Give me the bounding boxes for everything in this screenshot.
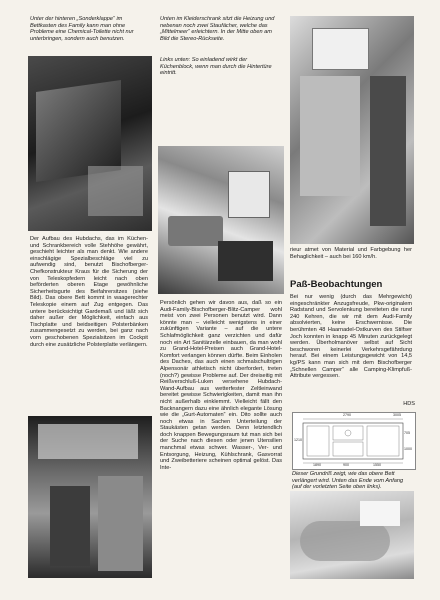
photo-wardrobe-heating <box>290 16 414 244</box>
section-heading: Paß-Beobachtungen <box>290 279 383 290</box>
caption-floor-plan: Dieser Grundriß zeigt, wie das obere Bett verlängert wird. Unten das Ende vom Anfang (auf der vorletzten Seite oben links). <box>292 471 404 491</box>
plan-dimension: 1550 <box>373 463 381 467</box>
plan-dimension: 2790 <box>343 413 351 417</box>
plan-dimension: 1210 <box>294 438 302 442</box>
col2-body: Persönlich gehen wir davon aus, daß so ein Audi-Family-Bischofberger-Blitz-Camper wohl meist von zwei Personen benutzt wird. Dann könnte man – vielleicht wenigstens in einer zukünftigen Variante – auf die untere Schlafmöglichkeit ganz verzichten und dafür noch ein Art Sanitärzelle einbauen, da man wohl zu Grand-Hotel-Preisen auch Grand-Hotel-Komfort verlangen können dürfte. Beim Einholen des Daches, das auch einen schmalschultrigen Alpensonär athletisch nicht überfordert, treten (noch?) gewisse Probleme auf. Der dreiseitig mit Reißverschluß-Luken versehene Hubdach-Wand-Aufbau aus wetterfester Zeltleinwand bereitet gewisse Schwierigkeiten, damit man ihn nicht außerhalb einklemmt. Vielleicht fällt den Backnangern dazu eine ähnlich elegante Lösung wie die „Gurt-Automaten“ ein. Dito sollte auch noch etwas in Sachen Unterteilung der Staukästen getan werden. Denn letztendlich doch knappen Bewegungsraum tut man sich bei der Suche nach diesen oder jenen Utensilien manchmal etwas schwer. Wasser-, Ver- und Entsorgung, Heizung, Kühlschrank, Gasvorrat und Zweibetteriere scheinen optimal gelöst. Das Inte- <box>160 300 282 471</box>
photo-sleeping-area <box>290 491 414 579</box>
floor-plan-drawing <box>293 413 415 469</box>
photo-cockpit-interior <box>28 416 152 578</box>
photo-toilet-bedbox <box>28 56 152 231</box>
photo-kitchen-block <box>158 146 284 294</box>
col1-body: Der Aufbau des Hubdachs, das im Küchen- und Schrankbereich volle Stehhöhe gewährt, geschieht leichter als man denkt. Wie andere einschlägige Spezialbeschläge viel zu aufwendig sind, benutzt Bischofberger-Chefkonstrukteur Kraus für die Sicherung der von Teleskopfedern leicht nach oben beförderten oberen Etage gewöhnliche Sicherheitsgurte des Beifahrersitzes (siehe Bild). Das obere Bett kommt in waagerechter Teleskopie einem auf Zug entgegen. Das untere berücksichtigt Gardemaß und läßt sich daher außer der Möglichkeit, einfach aus Tischplatte und beidseitigen Polsterbänken zusammengesetzt zu werden, bei ganz nach vorn geschobenen Spezialsitzen im Cockpit durch eine zusätzliche Polsterplatte verlängern. <box>30 236 148 348</box>
plan-dimension: 900 <box>343 463 349 467</box>
author-signature: HDS <box>403 401 415 407</box>
plan-dimension: 1000 <box>404 447 412 451</box>
caption-toilet: Unter der hinteren „Sonderklappe“ im Bettkasten des Family kann man ohne Probleme eine Chemical-Toilette nicht nur unterbringen, sondern auch benutzen. <box>30 16 134 42</box>
plan-dimension: 1890 <box>313 463 321 467</box>
plan-dimension: 3005 <box>393 413 401 417</box>
plan-dimension: 705 <box>404 431 410 435</box>
caption-kitchen: Links unten: So einladend wirkt der Küchenblock, wenn man durch die Hintertüre eintritt. <box>160 57 272 77</box>
floor-plan-diagram <box>292 412 416 470</box>
col3-body-top: rieur atmet von Material und Farbgebung her Behaglichkeit – auch bei 160 km/h. <box>290 247 412 260</box>
caption-heating: Unten im Kleiderschrank sitzt die Heizung und nebenan noch zwei Staufächer, welche das „Mittelmeer“ erleichtern. In der Mitte oben am Bild die Stereo-Rückseite. <box>160 16 275 42</box>
col3-body: Bei nur wenig (durch das Mehrgewicht) eingeschränkter Anzugsfreude, Pkw-originalem Radstand und Servolenkung bereiteten die rund 240 Kehren, die wir mit dem Audi-Family absolvierten, keine Erschwernisse. Die berühmten 48 Haarnadel-Ostkurven des Stilfser Joch konnten in knapp 45 Minuten zurückgelegt werden. Überholmanöver selbst auf Sicht beschworen keinerlei Verkehrsgefährdung herauf. Bei einem Leistungsgewicht von 14,5 kg/PS kann man sich mit dem Bischofberger „Schnellen Camper“ alle Camping-Klimpfuß-Attribute vergessen. <box>290 294 412 380</box>
